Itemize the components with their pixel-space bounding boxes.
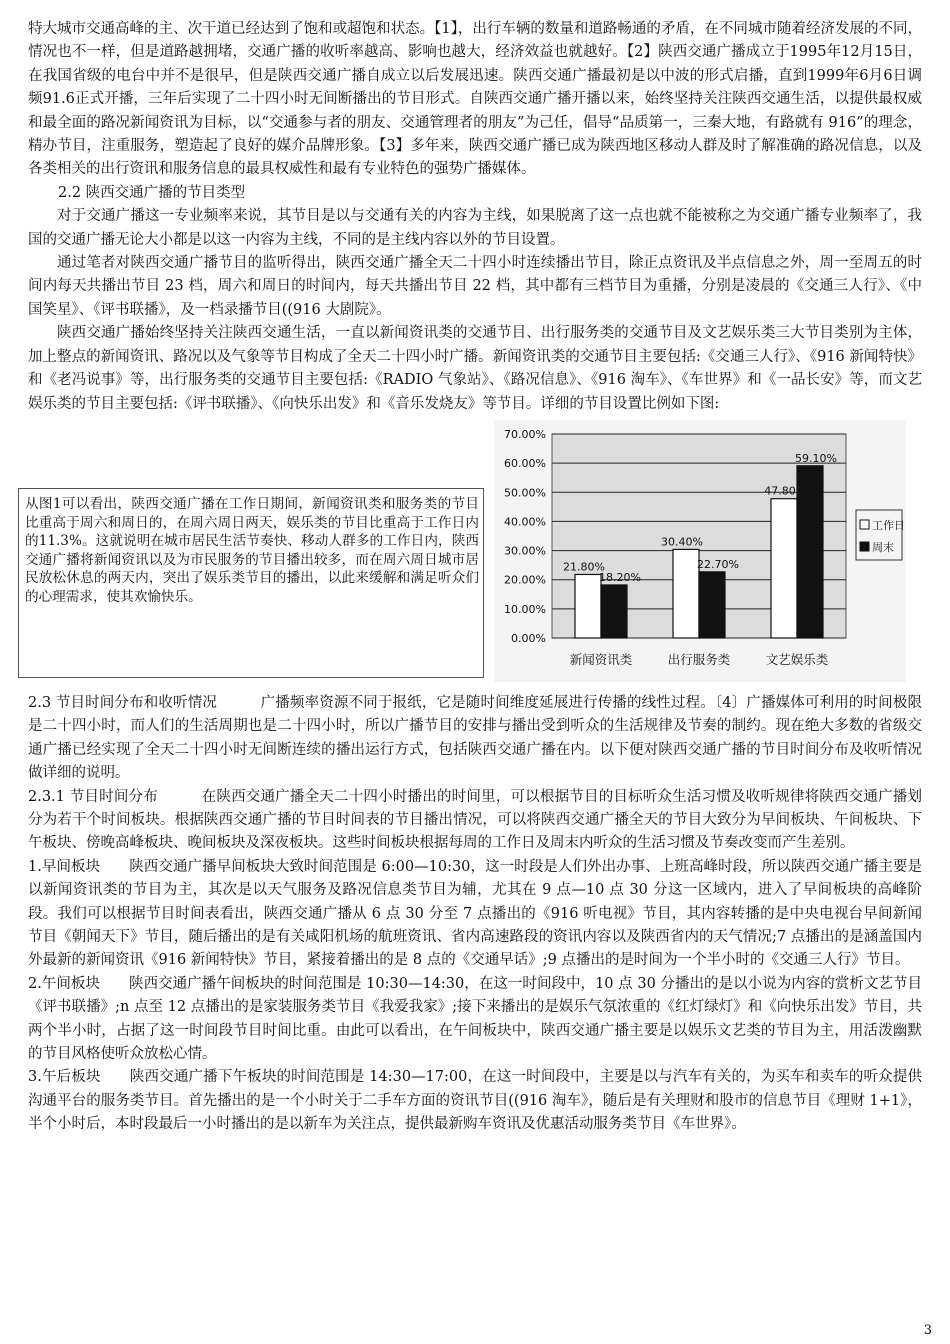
figure-caption: 从图1可以看出，陕西交通广播在工作日期间，新闻资讯类和服务类的节目比重高于周六和周日的，在周六周日两天，娱乐类的节目比重高于工作日内的11.3%。这就说明在城市居民生活节奏快、移动人群多的工作日内，陕西交通广播将新闻资讯以及为市民服务的节目播出较多，而在周六周日城市居民放松休息的两天内，突出了娱乐类节目的播出，以此来缓解和满足听众们的心理需求，使其欢愉快乐。: [18, 488, 484, 678]
y-tick-label: 50.00%: [504, 486, 546, 500]
document-page: [25, 18, 922, 1137]
section-noon-block: [28, 973, 922, 1067]
morning-block-body: 陕西交通广播早间板块大致时间范围是 6:00—10:30，这一时段是人们外出办事、上班高峰时段，所以陕西交通广播主要是以新闻资讯类的节目为主，其次是以天气服务及路况信息类节目为辅，尤其在 9 点—10 点 30 分这一区域内，进入了早间板块的高峰阶段。我们可以根据节目时间表看出，陕西交通广播从 6 点 30 分至 7 点播出的《916 听电视》节目，其内容转播的是中央电视台早间新闻节目《朝闻天下》节目，随后播出的是有关咸阳机场的航班资讯、省内高速路段的资讯内容以及陕西省内的天气情况;7 点播出的是涵盖国内外最新的新闻资讯《916 新闻特快》节目，紧接着播出的是 8 点的《交通早话》;9 点播出的是时间为一个半小时的《交通三人行》节目。: [28, 858, 922, 969]
page-number: 3: [923, 1323, 932, 1338]
y-tick-label: 20.00%: [504, 573, 546, 587]
x-category-label: 文艺娱乐类: [765, 651, 829, 667]
bar-value-label: 22.70%: [697, 557, 739, 571]
section-2-3-1-heading: 2.3.1 节目时间分布: [28, 788, 158, 805]
bar-value-label: 30.40%: [661, 535, 703, 549]
section-2-3-1-body: 在陕西交通广播全天二十四小时播出的时间里，可以根据节目的目标听众生活习惯及收听规律将陕西交通广播划分为若干个时间板块。根据陕西交通广播的节目时间表的节目播出情况，可以将陕西交通广播全天的节目大致分为早间板块、午间板块、下午板块、傍晚高峰板块、晚间板块及深夜板块。这些时间板块根据每周的工作日及周末内听众的生活习惯及节奏改变而产生差别。: [28, 788, 922, 852]
paragraph-intro: 特大城市交通高峰的主、次干道已经达到了饱和或超饱和状态。【1】，出行车辆的数量和道路畅通的矛盾，在不同城市随着经济发展的不同，情况也不一样，但是道路越拥堵，交通广播的收听率越高、影响也越大，经济效益也就越好。【2】陕西交通广播成立于1995年12月15日，在我国省级的电台中并不是很早，但是陕西交通广播自成立以后发展迅速。陕西交通广播最初是以中波的形式启播，直到1999年6月6日调频91.6正式开播，三年后实现了二十四小时无间断播出的节目形式。自陕西交通广播开播以来，始终坚持关注陕西交通生活，以提供最权威和最全面的路况新闻资讯为目标，以“交通参与者的朋友、交通管理者的朋友”为己任，倡导“品质第一，三秦大地，有路就有 916”的理念，精办节目，注重服务，塑造起了良好的媒介品牌形象。【3】多年来，陕西交通广播已成为陕西地区移动人群及时了解准确的路况信息，以及各类相关的出行资讯和服务信息的最具权威性和最有专业特色的强势广播媒体。: [28, 21, 922, 178]
section-2-3-1: [28, 786, 922, 856]
section-2-3-heading: 2.3 节目时间分布和收听情况: [28, 694, 217, 711]
afternoon-block-body: 陕西交通广播下午板块的时间范围是 14:30—17:00，在这一时间段中，主要是以与汽车有关的，为买车和卖车的听众提供沟通平台的服务类节目。首先播出的是一个小时关于二手车方面的资讯节目((916 淘车》，随后是有关理财和股市的信息节目《理财 1+1》，半个小时后，本时段最后一小时播出的是以新车为关注点，提供最新购车资讯及优惠活动服务类节目《车世界》。: [28, 1069, 922, 1133]
noon-block-heading: 2.午间板块: [28, 975, 100, 992]
section-2-3: [28, 692, 922, 786]
legend-swatch: [860, 520, 869, 529]
bar-workday: [673, 549, 699, 638]
section-2-3-body: 广播频率资源不同于报纸，它是随时间维度延展进行传播的线性过程。〔4〕广播媒体可利用的时间极限是二十四小时，而人们的生活周期也是二十四小时，所以广播节目的安排与播出受到听众的生活规律及节奏的制约。现在绝大多数的省级交通广播已经实现了全天二十四小时无间断连续的播出运行方式，包括陕西交通广播在内。以下便对陕西交通广播的节目时间分布及收听情况做详细的说明。: [28, 694, 922, 782]
figure-row: [25, 420, 922, 690]
heading-2-2: 2.2 陕西交通广播的节目类型: [58, 184, 246, 201]
bar-chart-svg: [494, 420, 906, 682]
bar-value-label: 21.80%: [563, 560, 605, 574]
legend-label: 工作日: [872, 518, 905, 532]
y-tick-label: 0.00%: [511, 631, 546, 645]
bar-value-label: 59.10%: [795, 451, 837, 465]
noon-block-body: 陕西交通广播午间板块的时间范围是 10:30—14:30，在这一时间段中，10 点 30 分播出的是以小说为内容的赏析文艺节目《评书联播》;n 点至 12 点播出的是家装服务类节目《我爱我家》;接下来播出的是娱乐气氛浓重的《红灯绿灯》和《向快乐出发》节目，共两个半小时，占据了这一时间段节目时间比重。由此可以看出，在午间板块中，陕西交通广播主要是以娱乐文艺类的节目为主，用活泼幽默的节目风格使听众放松心情。: [28, 975, 922, 1062]
legend-label: 周末: [872, 540, 894, 554]
bar-weekend: [797, 466, 823, 638]
section-afternoon-block: [28, 1066, 922, 1136]
legend-swatch: [860, 542, 869, 551]
paragraph-program-types: 陕西交通广播始终坚持关注陕西交通生活，一直以新闻资讯类的交通节目、出行服务类的交通节目及文艺娱乐类三大节目类别为主体，加上整点的新闻资讯、路况以及气象等节目构成了全天二十四小时广播。新闻资讯类的交通节目主要包括:《交通三人行》、《916 新闻特快》和《老冯说事》等，出行服务类的交通节目主要包括:《RADIO 气象站》、《路况信息》、《916 淘车》、《车世界》和《一品长安》等，而文艺娱乐类的节目主要包括:《评书联播》、《向快乐出发》和《音乐发烧友》等节目。详细的节目设置比例如下图:: [28, 325, 922, 412]
y-tick-label: 40.00%: [504, 515, 546, 529]
y-tick-label: 30.00%: [504, 544, 546, 558]
bar-workday: [575, 574, 601, 638]
y-tick-label: 10.00%: [504, 602, 546, 616]
x-category-label: 出行服务类: [667, 651, 731, 667]
morning-block-heading: 1.早间板块: [28, 858, 101, 875]
afternoon-block-heading: 3.午后板块: [28, 1069, 101, 1086]
paragraph-monitoring: 通过笔者对陕西交通广播节目的监听得出，陕西交通广播全天二十四小时连续播出节目，除正点资讯及半点信息之外，周一至周五的时间内每天共播出节目 23 档，周六和周日的时间内，每天共播出节目 22 档，其中都有三档节目为重播，分别是凌晨的《交通三人行》、《中国笑星》、《评书联播》，及一档录播节目((916 大剧院》。: [28, 255, 922, 318]
bar-workday: [771, 499, 797, 638]
bar-weekend: [699, 572, 725, 638]
bar-value-label: 18.20%: [599, 570, 641, 584]
bar-weekend: [601, 585, 627, 638]
program-ratio-chart: [494, 420, 906, 682]
y-tick-label: 70.00%: [504, 427, 546, 441]
y-tick-label: 60.00%: [504, 457, 546, 471]
paragraph-program-focus: 对于交通广播这一专业频率来说，其节目是以与交通有关的内容为主线，如果脱离了这一点也就不能被称之为交通广播专业频率了，我国的交通广播无论大小都是以这一内容为主线，不同的是主线内容以外的节目设置。: [28, 208, 922, 248]
section-morning-block: [28, 856, 922, 973]
x-category-label: 新闻资讯类: [569, 651, 633, 667]
bar-value-label: 47.80: [764, 484, 796, 498]
